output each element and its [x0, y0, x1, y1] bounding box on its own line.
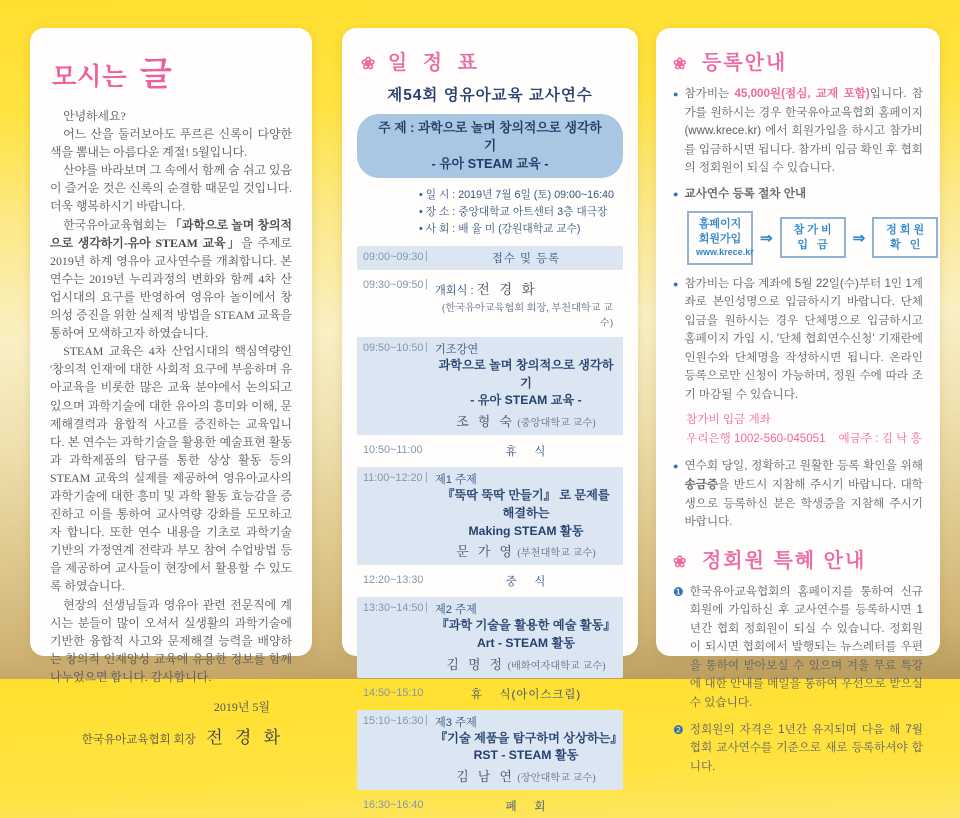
schedule-separator: | [425, 601, 428, 614]
schedule-label: 제2 주제 [435, 604, 477, 617]
flow-step-line: 입 금 [797, 238, 828, 251]
schedule-content [435, 601, 617, 673]
schedule-content [435, 573, 617, 589]
schedule-row [357, 569, 623, 593]
registration-panel [656, 28, 940, 773]
theme-line1: 주 제 : 과학으로 놀며 창의적으로 생각하기 [378, 120, 602, 153]
benefit-title-text: 정회원 특혜 안내 [701, 549, 867, 572]
schedule-center-text: 휴 식 [505, 446, 547, 459]
schedule-row [357, 467, 623, 565]
registration-flow [687, 211, 923, 265]
speaker-affiliation: (배화여자대학교 교수) [505, 660, 606, 672]
bullet-icon: ● [673, 461, 679, 472]
schedule-time: 12:20~13:30 [363, 574, 424, 587]
schedule-separator: | [425, 341, 428, 354]
schedule-title-text: 일 정 표 [387, 52, 482, 74]
flow-step [872, 217, 938, 259]
schedule-center-text: 접수 및 등록 [491, 253, 561, 266]
schedule-content [435, 278, 617, 329]
flow-step [687, 211, 753, 265]
flow-step [780, 217, 846, 259]
schedule-time: 13:30~14:50 [363, 602, 424, 615]
session-title: 과학으로 놀며 창의적으로 생각하기 [438, 358, 614, 390]
schedule-row [357, 682, 623, 706]
signature-date: 2019년 5월 [213, 700, 270, 714]
schedule-center-text: 휴 식(아이스크림) [470, 688, 582, 701]
schedule-content [435, 714, 623, 786]
schedule-label: 제1 주제 [435, 474, 477, 487]
florette-icon: ❀ [673, 56, 689, 73]
invitation-title-big: 글 [139, 55, 172, 92]
schedule-time: 09:30~09:50 [363, 279, 424, 292]
flow-arrow-icon: ⇒ [852, 229, 866, 247]
schedule-title [361, 46, 623, 75]
schedule-label: 제3 주제 [435, 716, 477, 729]
speaker-name: 조 형 숙 [456, 415, 515, 430]
flow-step-line: 정 회 원 [886, 223, 925, 236]
signer-name: 전 경 화 [206, 728, 284, 747]
benefit-item [673, 721, 923, 777]
schedule-time: 15:10~16:30 [363, 714, 424, 727]
schedule-row [357, 246, 623, 270]
session-title: Making STEAM 활동 [468, 523, 584, 538]
signer-title: 한국유아교육협회 회장 [81, 734, 196, 746]
deposit-bullet [673, 275, 923, 405]
bullet-icon: ● [673, 278, 679, 289]
flow-step-line: www.krece.kr [696, 247, 754, 258]
schedule-table [357, 246, 623, 818]
session-title: 『뚝딱 뚝딱 만들기』 로 문제를 해결하는 [442, 488, 610, 520]
account-label: 참가비 입금 계좌 [686, 413, 771, 427]
schedule-content [435, 250, 617, 266]
speaker-line [435, 766, 617, 786]
event-info-line: • 사 회 : 배 율 미 (강원대학교 교수) [419, 222, 581, 235]
speaker-affiliation: (중앙대학교 교수) [514, 418, 596, 430]
invitation-title [52, 48, 292, 95]
procedure-title: 교사연수 등록 절차 안내 [684, 186, 807, 200]
registration-title-text: 등록안내 [701, 52, 788, 74]
schedule-content [435, 471, 617, 561]
speaker-line [435, 411, 617, 431]
benefit-title [673, 544, 923, 573]
paragraph: 한국유아교육협회는 「과학으로 놀며 창의적으로 생각하기-유아 STEAM 교육」을 주제로 2019년 하계 영유아 교사연수를 개최합니다. 본 연수는 2019년 누리과정의 변화와 함께 4차 산업시대의 요구를 반영하여 영유아 놀이에서 창의성 증진을 위한 실제적 방법을 STEAM 교육을 통하여 모색하고자 하였습니다. [50, 217, 292, 341]
flow-arrow-icon: ⇒ [760, 229, 773, 247]
flow-step-line: 참 가 비 [793, 223, 832, 236]
speaker-name: 김 남 연 [456, 769, 515, 784]
account-info [686, 411, 923, 448]
schedule-separator: | [425, 471, 428, 484]
theme-pill [357, 114, 623, 178]
schedule-separator: | [425, 713, 428, 726]
bullet-icon: ● [673, 89, 679, 99]
flow-step-line: 회원가입 [698, 232, 742, 245]
event-info [419, 187, 623, 238]
paragraph: 현장의 선생님들과 영유아 관련 전문직에 계시는 분들이 많이 오셔서 실생활의 과학기술에 기반한 융합적 사고와 문제해결 능력을 배양하는 창의적 인재양성 교육에 유용한 정보를 함께 나누었으면 합니다. 감사합니다. [50, 597, 292, 684]
invitation-panel [30, 28, 312, 747]
paragraph: 어느 산을 둘러보아도 푸르른 신록이 다양한 색을 뽐내는 아름다운 계절! 5월입니다. [50, 127, 292, 160]
speaker-affiliation: (한국유아교육협회 회장, 부천대학교 교수) [441, 303, 613, 330]
number-icon: ❷ [673, 722, 684, 737]
schedule-time: 11:00~12:20 [363, 472, 423, 485]
speaker-name: 김 명 정 [446, 657, 506, 672]
schedule-time: 09:00~09:30 [363, 251, 424, 264]
receipt-bullet [673, 457, 923, 531]
number-icon: ❶ [673, 584, 684, 599]
schedule-time: 10:50~11:00 [363, 444, 423, 457]
benefit-text: 정회원의 자격은 1년간 유지되며 다음 해 7월 협회 교사연수를 기준으로 새로 등록하셔야 합니다. [689, 722, 923, 773]
schedule-label: 개회식 : 전 경 화 [435, 282, 538, 298]
schedule-label: 기조강연 [435, 344, 479, 357]
schedule-time: 09:50~10:50 [363, 342, 424, 355]
florette-icon: ❀ [673, 553, 689, 571]
schedule-content [435, 341, 617, 431]
schedule-time: 16:30~16:40 [363, 798, 424, 811]
event-info-line: • 일 시 : 2019년 7월 6일 (토) 09:00~16:40 [419, 188, 614, 201]
schedule-separator: | [425, 278, 428, 291]
speaker-affiliation: (장안대학교 교수) [514, 772, 596, 784]
invitation-title-small: 모시는 [52, 63, 128, 91]
theme-line2: - 유아 STEAM 교육 - [431, 155, 549, 171]
benefit-text: 한국유아교육협회의 홈페이지를 통하여 신규회원에 가입하신 후 교사연수를 등록하시면 1년간 협회 정회원이 되실 수 있습니다. 정회원이 되시면 협회에서 발행되는 뉴스레터를 우편을 통하여 받아보실 수 있으며 겨울 무료 특강에 대한 안내를 메일을 통하여 우선으로 받으실 수 있습니다. [689, 584, 923, 709]
schedule-row [357, 794, 623, 818]
paragraph: 안녕하세요? [63, 109, 126, 123]
event-name: 제54회 영유아교육 교사연수 [387, 87, 593, 104]
registration-title [673, 46, 923, 75]
event-info-line: • 장 소 : 중앙대학교 아트센터 3층 대극장 [419, 205, 608, 218]
speaker-name: 문 가 영 [456, 545, 515, 560]
schedule-separator: | [425, 250, 428, 263]
paragraph: STEAM 교육은 4차 산업시대의 핵심역량인 '창의적 인재'에 대한 사회적 요구에 부응하며 유아교육을 비롯한 많은 교육 분야에서 논의되고있으며 과학기술에 대한 유아의 흥미와 이해, 문제해결력과 융합적 사고를 증진하는 교육입니다. 본 연수는 과학기술을 활용한 예술표현 활동과 과학제품의 탐구를 통한 상상 활동 등의 STEAM 교육의 실제를 제공하여 영유아교사의 과학기술에 대한 흥미 및 과학 활동 효능감을 증진하고 이를 통하여 교사역량 강화를 도모하고자 합니다. 또한 연수 내용을 기초로 과학기술 기반의 가정연계 전략과 부모 참여 수업방법 등을 제공하여 교사들이 현장에서 활용할 수 있도록 하였습니다. [50, 344, 292, 594]
schedule-row [357, 439, 623, 463]
signature-line [50, 723, 292, 748]
fee-bullet [673, 85, 923, 178]
schedule-row [357, 710, 623, 790]
benefit-item [673, 583, 923, 713]
paragraph: 산야를 바라보며 그 속에서 함께 숨 쉬고 있음이 즐거운 것은 신록의 순결함 때문일 것입니다. 더욱 행복하시기 바랍니다. [50, 163, 292, 214]
schedule-row [357, 337, 623, 435]
speaker-line [435, 541, 617, 561]
benefit-list [673, 583, 923, 776]
bullet-icon: ● [673, 188, 679, 199]
session-title: - 유아 STEAM 교육 - [470, 393, 582, 408]
account-detail: 우리은행 1002-560-045051 예금주 : 김 낙 흥 [686, 431, 922, 445]
schedule-row [357, 274, 623, 333]
receipt-text: 연수회 당일, 정확하고 원활한 등록 확인을 위해 송금증을 반드시 지참해 주시기 바랍니다. 대학생으로 등록하신 분은 학생증을 지참해 주시기 바랍니다. [684, 459, 923, 529]
flow-step-line: 홈페이지 [698, 217, 742, 230]
speaker-name: 전 경 화 [476, 282, 538, 298]
schedule-row [357, 597, 623, 677]
schedule-content [435, 443, 617, 459]
invitation-body [50, 107, 292, 686]
speaker-line [435, 654, 617, 674]
session-title: 『기술 제품을 탐구하며 상상하는』 [435, 730, 623, 745]
schedule-center-text: 폐 회 [505, 800, 547, 813]
session-title: 『과학 기술을 활용한 예술 활동』 [436, 618, 616, 633]
schedule-content [435, 798, 617, 814]
session-title: Art - STEAM 활동 [476, 635, 576, 650]
schedule-time: 14:50~15:10 [363, 686, 424, 699]
schedule-content [435, 686, 617, 702]
schedule-center-text: 중 식 [505, 576, 547, 589]
fee-text: 참가비는 45,000원(점심, 교재 포함)입니다. 참가를 원하시는 경우 한국유아교육협회 홈페이지(www.krece.kr) 에서 회원가입을 하시고 참가비를 입금하시면 됩니다. 참가비 입금 확인 후 협회의 정회원이 되실 수 있습니다. [684, 87, 923, 175]
schedule-panel [342, 28, 638, 813]
florette-icon: ❀ [361, 54, 378, 73]
session-title: RST - STEAM 활동 [473, 748, 579, 763]
speaker-affiliation: (부천대학교 교수) [514, 548, 596, 560]
deposit-text: 참가비는 다음 계좌에 5월 22일(수)부터 1인 1계좌로 본인성명으로 입금하시기 바랍니다. 단체입금을 원하시는 경우 단체명으로 입금하시고 홈페이지 가입 시, '단체 협회연수신청' 기재란에 인원수와 단체명을 작성하시면 됩니다. 온라인 등록으로만 신청이 가능하며, 정원 수에 따라 조기 마감될 수 있습니다. [684, 276, 923, 401]
procedure-bullet [673, 185, 923, 204]
flow-step-line: 확 인 [889, 238, 921, 251]
